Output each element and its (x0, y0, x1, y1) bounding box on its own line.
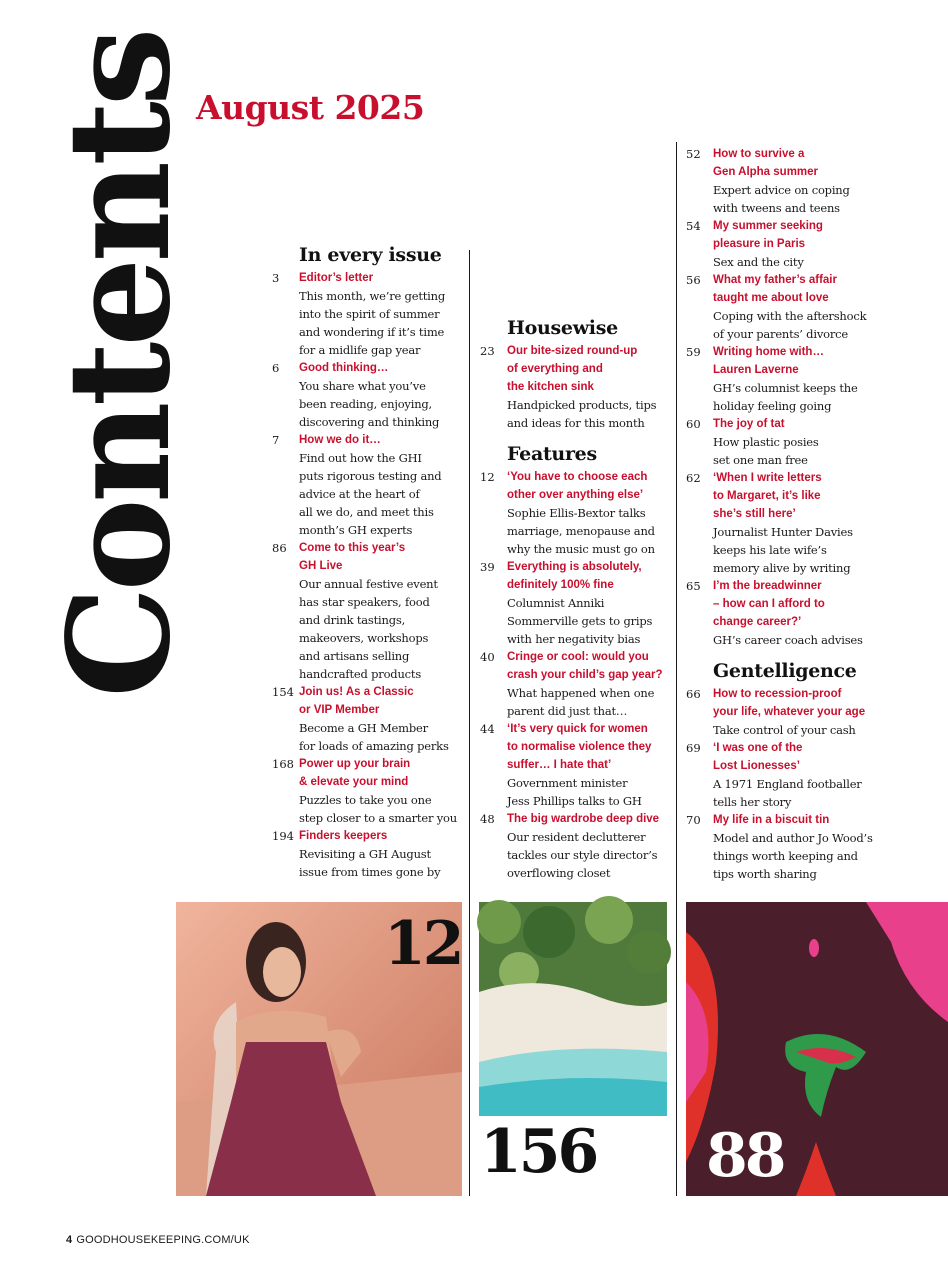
entry-title[interactable]: Everything is absolutely, definitely 100% fine (507, 561, 642, 591)
entry-page-number: 52 (686, 147, 701, 161)
entry-description: Take control of your cash (713, 723, 856, 737)
entry-title[interactable]: Join us! As a Classic or VIP Member (299, 686, 414, 716)
contents-entry[interactable] (272, 755, 466, 827)
entry-page-number: 62 (686, 471, 701, 485)
contents-entry[interactable] (272, 431, 466, 539)
contents-entry[interactable] (480, 468, 672, 558)
contents-entry[interactable] (686, 217, 886, 271)
issue-date: August 2025 (196, 88, 425, 127)
entry-title[interactable]: ‘When I write letters to Margaret, it’s like she’s still here’ (713, 472, 822, 520)
footer-page-number: 4 (66, 1234, 73, 1246)
contents-entry[interactable] (686, 811, 886, 883)
entry-page-number: 70 (686, 813, 701, 827)
entry-page-number: 66 (686, 687, 701, 701)
entry-description: Expert advice on coping with tweens and teens (713, 183, 850, 215)
page-footer (66, 1234, 250, 1246)
photo-beach-aerial[interactable] (479, 902, 667, 1116)
entry-description: Our annual festive event has star speakers, food and drink tastings, makeovers, workshops and artisans selling handcrafted products (299, 577, 438, 681)
entry-page-number: 194 (272, 829, 294, 843)
entry-title[interactable]: Cringe or cool: would you crash your child’s gap year? (507, 651, 663, 681)
contents-entry[interactable] (686, 145, 886, 217)
contents-entry[interactable] (480, 558, 672, 648)
entry-page-number: 6 (272, 361, 280, 375)
entry-description: Puzzles to take you one step closer to a smarter you (299, 793, 457, 825)
entry-page-number: 12 (480, 470, 495, 484)
contents-entry[interactable] (480, 648, 672, 720)
entry-description: Become a GH Member for loads of amazing perks (299, 721, 449, 753)
entry-description: Journalist Hunter Davies keeps his late wife’s memory alive by writing (713, 525, 853, 575)
entry-page-number: 54 (686, 219, 701, 233)
entry-title[interactable]: ‘It’s very quick for women to normalise violence they suffer… I hate that’ (507, 723, 652, 771)
contents-entry[interactable] (480, 342, 672, 432)
entry-description: A 1971 England footballer tells her story (713, 777, 862, 809)
contents-entry[interactable] (686, 577, 886, 649)
entry-page-number: 56 (686, 273, 701, 287)
contents-entry[interactable] (480, 810, 672, 882)
entry-title[interactable]: Writing home with… Lauren Laverne (713, 346, 824, 376)
entry-list (686, 685, 886, 883)
entry-description: Coping with the aftershock of your parents’ divorce (713, 309, 867, 341)
contents-entry[interactable] (272, 683, 466, 755)
entry-title[interactable]: How to recession-proof your life, whatever your age (713, 688, 866, 718)
entry-page-number: 65 (686, 579, 701, 593)
entry-title[interactable]: My life in a biscuit tin (713, 814, 830, 826)
entry-page-number: 44 (480, 722, 495, 736)
section-heading: Housewise (507, 317, 618, 339)
entry-page-number: 69 (686, 741, 701, 755)
section-heading: Features (507, 443, 597, 465)
column-in-every-issue (272, 243, 466, 881)
column-features-gentelligence (686, 145, 886, 883)
entry-title[interactable]: My summer seeking pleasure in Paris (713, 220, 823, 250)
entry-list (272, 269, 466, 881)
entry-page-number: 59 (686, 345, 701, 359)
entry-description: Revisiting a GH August issue from times gone by (299, 847, 441, 879)
entry-page-number: 39 (480, 560, 495, 574)
photo-page-number: 156 (480, 1117, 597, 1187)
entry-title[interactable]: The joy of tat (713, 418, 785, 430)
entry-description: Columnist Anniki Sommerville gets to grips with her negativity bias (507, 596, 653, 646)
entry-title[interactable]: Good thinking… (299, 362, 389, 374)
entry-page-number: 48 (480, 812, 495, 826)
beach-aerial-image (479, 902, 667, 1116)
entry-page-number: 60 (686, 417, 701, 431)
entry-title[interactable]: Come to this year’s GH Live (299, 542, 406, 572)
entry-title[interactable]: Our bite-sized round-up of everything and the kitchen sink (507, 345, 638, 393)
entry-page-number: 40 (480, 650, 495, 664)
entry-title[interactable]: Editor’s letter (299, 272, 374, 284)
column-housewise-features (480, 316, 672, 882)
entry-title[interactable]: Finders keepers (299, 830, 388, 842)
contents-entry[interactable] (272, 269, 466, 359)
contents-entry[interactable] (686, 271, 886, 343)
contents-entry[interactable] (686, 685, 886, 739)
entry-description: GH’s career coach advises (713, 633, 863, 647)
entry-description: How plastic posies set one man free (713, 435, 819, 467)
entry-description: Our resident declutterer tackles our style director’s overflowing closet (507, 830, 658, 880)
section-heading: In every issue (299, 244, 442, 266)
entry-list (480, 342, 672, 432)
entry-page-number: 154 (272, 685, 294, 699)
entry-description: What happened when one parent did just that… (507, 686, 655, 718)
contents-title-text: Contents (38, 32, 202, 698)
entry-title[interactable]: ‘I was one of the Lost Lionesses’ (713, 742, 803, 772)
entry-description: Sex and the city (713, 255, 804, 269)
section-heading: Gentelligence (713, 660, 857, 682)
entry-title[interactable]: Power up your brain & elevate your mind (299, 758, 411, 788)
entry-page-number: 7 (272, 433, 280, 447)
contents-entry[interactable] (686, 343, 886, 415)
contents-entry[interactable] (480, 720, 672, 810)
entry-description: Government minister Jess Phillips talks to GH (507, 776, 642, 808)
entry-page-number: 168 (272, 757, 294, 771)
contents-entry[interactable] (272, 359, 466, 431)
entry-title[interactable]: I’m the breadwinner – how can I afford to change career?’ (713, 580, 825, 628)
photo-page-number: 88 (706, 1121, 784, 1191)
entry-title[interactable]: How we do it… (299, 434, 381, 446)
entry-title[interactable]: The big wardrobe deep dive (507, 813, 660, 825)
entry-title[interactable]: What my father’s affair taught me about love (713, 274, 837, 304)
contents-title (38, 32, 202, 698)
entry-title[interactable]: How to survive a Gen Alpha summer (713, 148, 819, 178)
column-divider (676, 142, 677, 1196)
entry-description: This month, we’re getting into the spirit of summer and wondering if it’s time for a midlife gap year (299, 289, 446, 357)
entry-list (686, 145, 886, 649)
contents-entry[interactable] (686, 739, 886, 811)
photo-page-number: 12 (384, 909, 462, 979)
contents-entry[interactable] (686, 415, 886, 469)
entry-description: Model and author Jo Wood’s things worth keeping and tips worth sharing (713, 831, 873, 881)
entry-description: Find out how the GHI puts rigorous testing and advice at the heart of all we do, and meet this month’s GH experts (299, 451, 442, 537)
contents-entry[interactable] (686, 469, 886, 577)
entry-description: You share what you’ve been reading, enjoying, discovering and thinking (299, 379, 440, 429)
entry-title[interactable]: ‘You have to choose each other over anything else’ (507, 471, 648, 501)
entry-description: GH’s columnist keeps the holiday feeling going (713, 381, 858, 413)
entry-description: Handpicked products, tips and ideas for this month (507, 398, 657, 430)
footer-site-url[interactable]: GOODHOUSEKEEPING.COM/UK (76, 1234, 250, 1246)
column-divider (469, 250, 470, 1196)
entry-page-number: 3 (272, 271, 280, 285)
contents-entry[interactable] (272, 539, 466, 683)
contents-entry[interactable] (272, 827, 466, 881)
entry-page-number: 23 (480, 344, 495, 358)
entry-page-number: 86 (272, 541, 287, 555)
entry-list (480, 468, 672, 882)
entry-description: Sophie Ellis-Bextor talks marriage, menopause and why the music must go on (507, 506, 655, 556)
